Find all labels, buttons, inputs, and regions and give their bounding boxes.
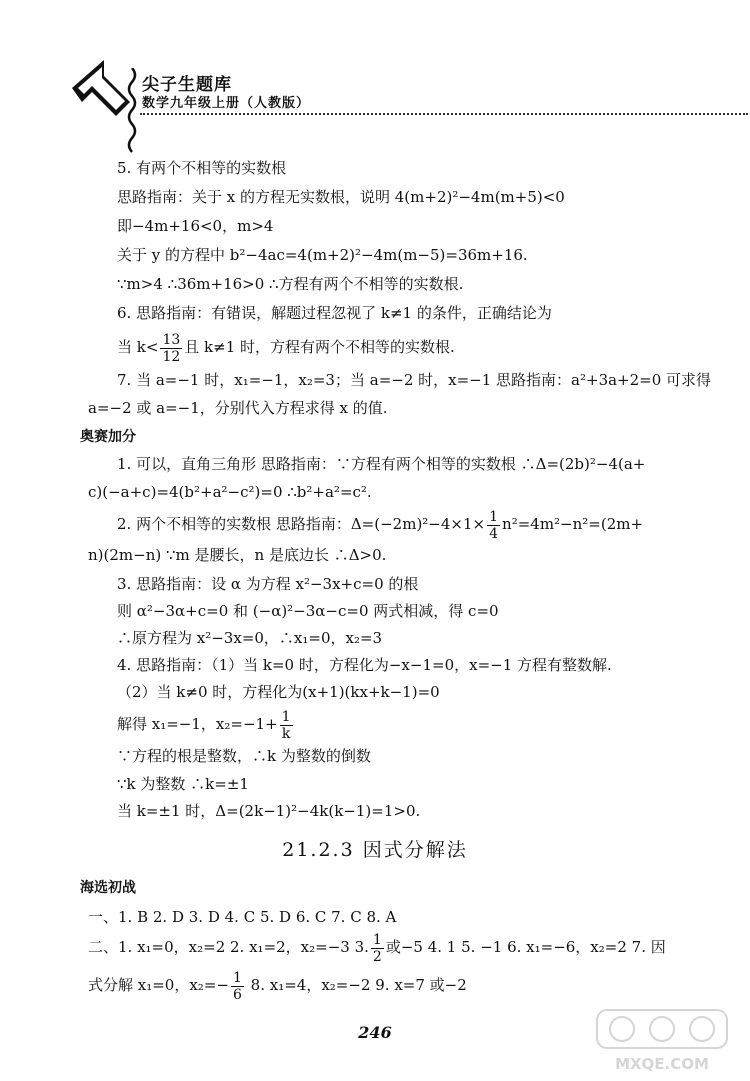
fraction-numerator: 1: [372, 931, 382, 948]
text-segment: 式分解 x₁=0，x₂=−: [88, 976, 229, 994]
fraction-denominator: 12: [162, 348, 181, 365]
fraction-denominator: 2: [372, 948, 382, 965]
text-segment: 2. 两个不相等的实数根 思路指南：Δ=(−2m)²−4×1×: [117, 515, 486, 533]
answer-line: 关于 y 的方程中 b²−4ac=4(m+2)²−4m(m−5)=36m+16.: [117, 246, 528, 264]
fraction-numerator: 1: [232, 969, 242, 986]
answer-line: 5. 有两个不相等的实数根: [117, 159, 287, 177]
answer-line: a=−2 或 a=−1，分别代入方程求得 x 的值.: [88, 399, 388, 417]
answer-line: [88, 930, 666, 965]
answer-line: [117, 706, 295, 742]
section-heading: 海选初战: [80, 880, 136, 896]
section-heading: 奥赛加分: [80, 429, 136, 445]
answer-line: ∴原方程为 x²−3x=0，∴x₁=0，x₂=3: [117, 629, 383, 647]
fraction-numerator: 13: [162, 331, 181, 348]
fraction-numerator: 1: [489, 508, 499, 525]
text-segment: 8. x₁=4，x₂=−2 9. x=7 或−2: [245, 976, 467, 994]
text-segment: 或−5 4. 1 5. −1 6. x₁=−6，x₂=2 7. 因: [385, 938, 666, 956]
answer-line: 当 k=±1 时，Δ=(2k−1)²−4k(k−1)=1>0.: [117, 802, 421, 820]
answer-line: ∵k 为整数 ∴k=±1: [117, 775, 249, 793]
page-number: 246: [358, 1023, 392, 1042]
watermark-logo-icon: [592, 1005, 732, 1075]
answer-line: 3. 思路指南：设 α 为方程 x²−3x+c=0 的根: [117, 575, 419, 593]
answer-line: （2）当 k≠0 时，方程化为(x+1)(kx+k−1)=0: [117, 683, 440, 701]
answer-line: 即−4m+16<0，m>4: [117, 217, 274, 235]
book-subtitle: 数学九年级上册（人教版）: [142, 96, 311, 111]
fraction: [231, 970, 244, 1003]
answer-line: 7. 当 a=−1 时，x₁=−1，x₂=3；当 a=−2 时，x=−1 思路指南：a²+3a+2=0 可求得: [117, 371, 712, 389]
text-segment: 当 k<: [117, 338, 159, 356]
book-brand: 尖子生题库: [142, 75, 232, 95]
section-title: 21.2.3 因式分解法: [282, 839, 468, 861]
fraction: [371, 932, 384, 965]
fraction: [280, 709, 293, 742]
answer-line: 6. 思路指南：有错误，解题过程忽视了 k≠1 的条件，正确结论为: [117, 304, 552, 322]
fraction: [160, 332, 182, 365]
fraction-denominator: k: [281, 725, 291, 742]
answer-line: [117, 330, 455, 365]
fraction-numerator: 1: [281, 708, 291, 725]
answer-line: [117, 507, 643, 542]
answer-line: n)(2m−n) ∵m 是腰长，n 是底边长 ∴Δ>0.: [88, 546, 387, 564]
answer-line: 思路指南：关于 x 的方程无实数根，说明 4(m+2)²−4m(m+5)<0: [117, 188, 565, 206]
answer-line: 一、1. B 2. D 3. D 4. C 5. D 6. C 7. C 8. A: [88, 908, 397, 926]
fraction-denominator: 4: [489, 525, 499, 542]
answer-line: 则 α²−3α+c=0 和 (−α)²−3α−c=0 两式相减，得 c=0: [117, 602, 499, 620]
answer-line: 1. 可以，直角三角形 思路指南：∵方程有两个相等的实数根 ∴Δ=(2b)²−4(a+: [117, 455, 646, 473]
answer-line: ∵方程的根是整数，∴k 为整数的倒数: [117, 747, 371, 765]
fraction: [487, 509, 500, 542]
text-segment: 解得 x₁=−1，x₂=−1+: [117, 715, 278, 733]
answer-line: c)(−a+c)=4(b²+a²−c²)=0 ∴b²+a²=c².: [88, 483, 372, 501]
text-segment: 二、1. x₁=0，x₂=2 2. x₁=2，x₂=−3 3.: [88, 938, 369, 956]
answer-line: ∵m>4 ∴36m+16>0 ∴方程有两个不相等的实数根.: [117, 275, 464, 293]
watermark-text: MXQE.COM: [615, 1055, 709, 1073]
text-segment: n²=4m²−n²=(2m+: [502, 515, 644, 533]
text-segment: 且 k≠1 时，方程有两个不相等的实数根.: [184, 338, 455, 356]
header-dotted-rule: [140, 113, 748, 115]
page-header: [70, 58, 690, 148]
fraction-denominator: 6: [232, 986, 242, 1003]
answer-line: [88, 968, 467, 1003]
answer-line: 4. 思路指南：（1）当 k=0 时，方程化为−x−1=0，x=−1 方程有整数解.: [117, 656, 612, 674]
